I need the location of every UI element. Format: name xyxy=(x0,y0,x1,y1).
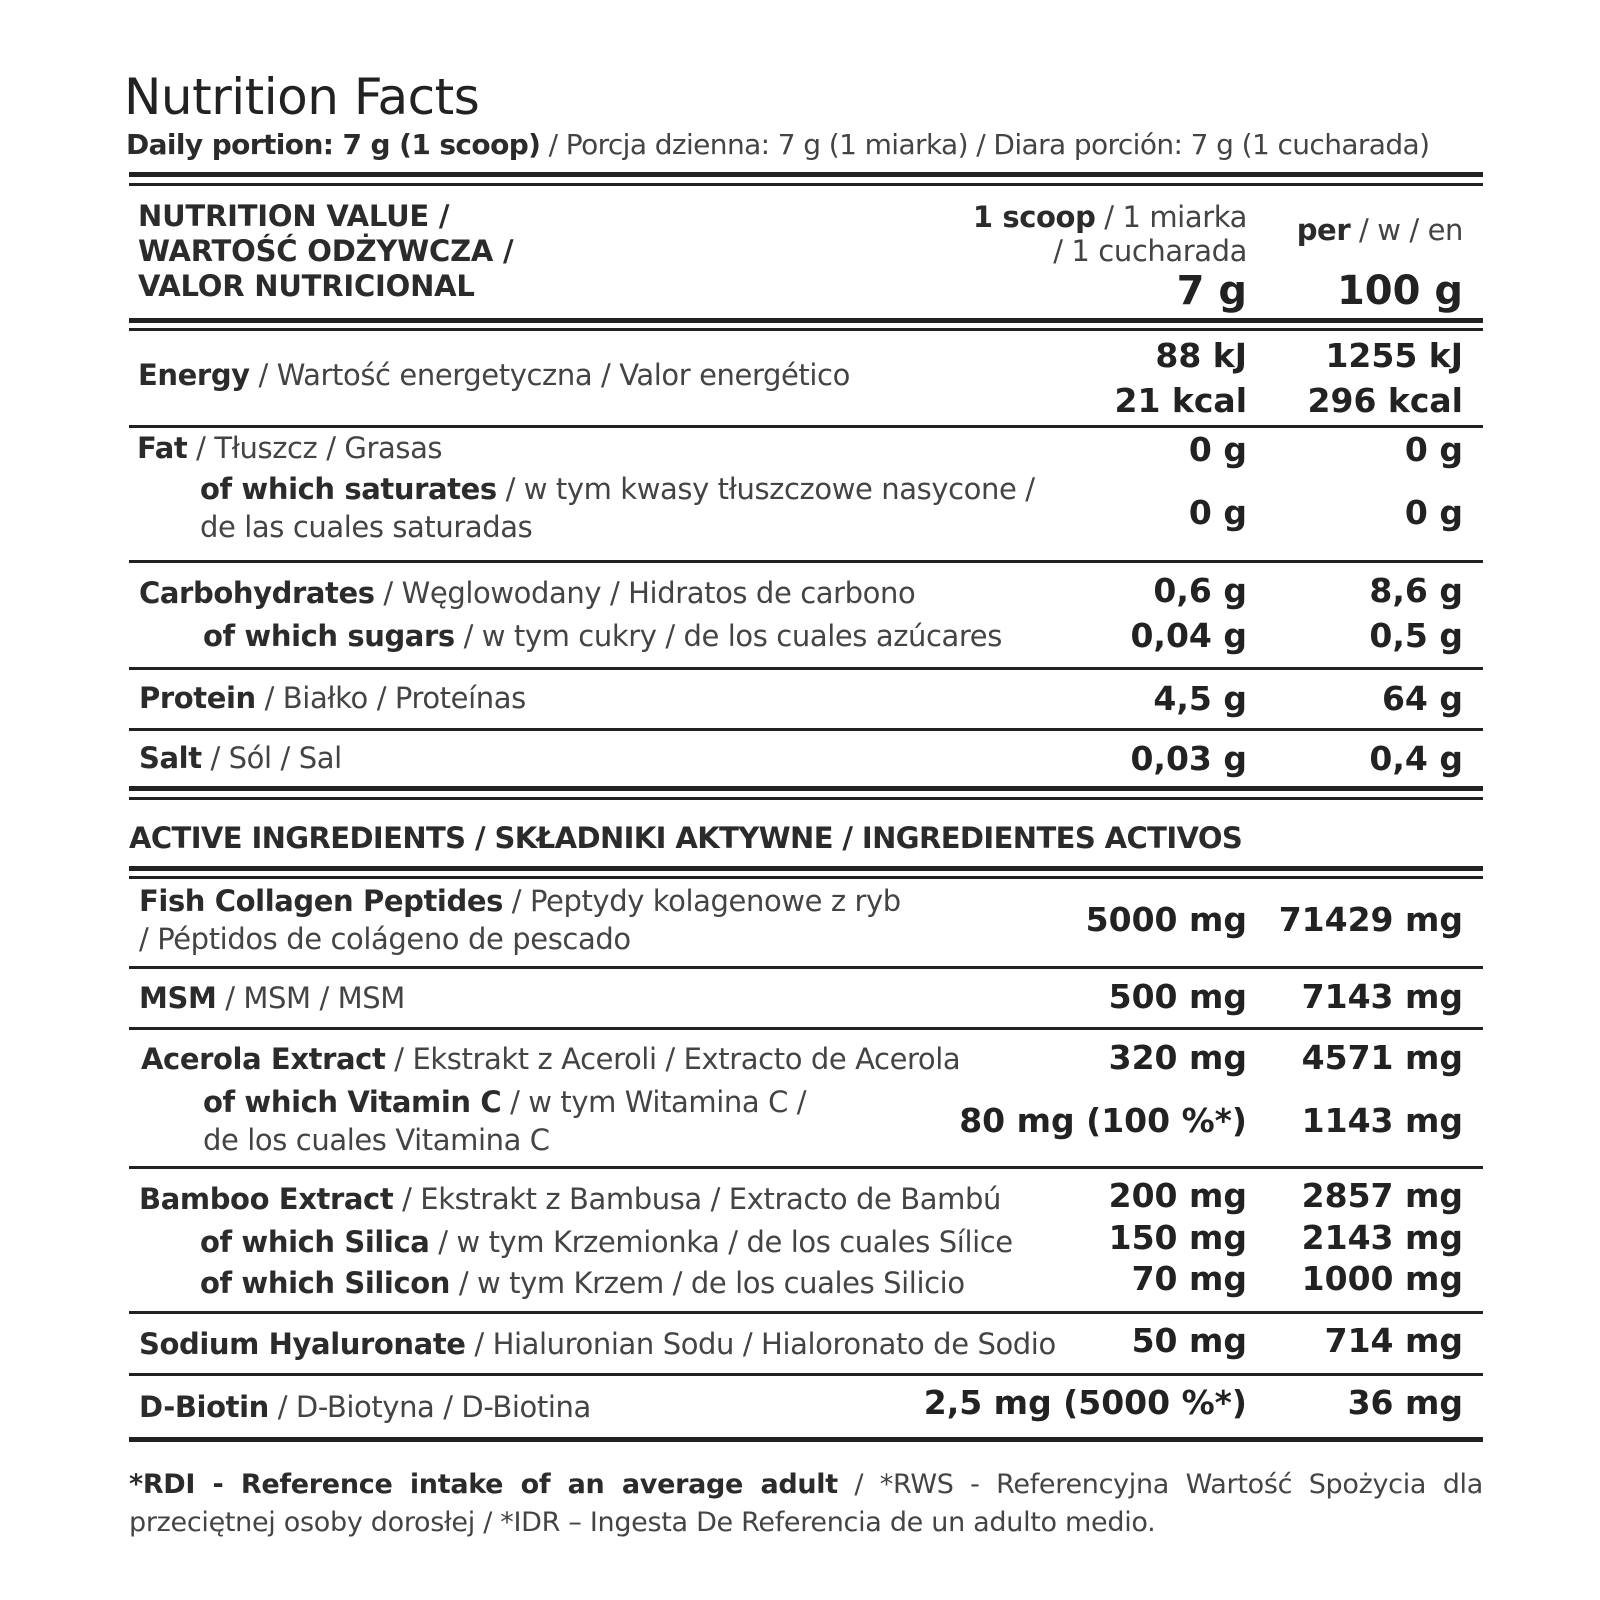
sugars-serving: 0,04 g xyxy=(1130,616,1247,655)
footnote xyxy=(129,1466,1483,1542)
acerola-label xyxy=(141,1042,960,1076)
vitamin-c-serving: 80 mg (100 %*) xyxy=(959,1101,1247,1140)
rule xyxy=(129,1166,1483,1169)
footnote-bold: *RDI - Reference intake of an average adult xyxy=(129,1469,838,1500)
msm-rest: / MSM / MSM xyxy=(216,981,405,1015)
energy-rest: / Wartość energetyczna / Valor energético xyxy=(249,358,850,392)
silicon-100g: 1000 mg xyxy=(1301,1259,1463,1298)
collagen-rest: / Peptydy kolagenowe z ryb xyxy=(502,884,901,918)
footnote-rest: / *RWS - Referencyjna Wartość Spożycia dla przeciętnej osoby dorosłej / *IDR – Ingesta De Referencia de un adulto medio. xyxy=(129,1469,1483,1538)
rule xyxy=(129,183,1483,186)
silicon-label xyxy=(200,1266,965,1300)
header-col1-bold: 1 scoop xyxy=(972,200,1096,234)
vitamin-c-100g: 1143 mg xyxy=(1301,1101,1463,1140)
rule xyxy=(129,425,1483,428)
rule xyxy=(129,966,1483,969)
collagen-label-line2: / Péptidos de colágeno de pescado xyxy=(139,922,631,956)
energy-kj-100g: 1255 kJ xyxy=(1325,336,1463,375)
header-col2-amount: 100 g xyxy=(1336,268,1463,314)
header-col1-line2: / 1 cucharada xyxy=(1053,234,1247,268)
acerola-bold: Acerola Extract xyxy=(141,1042,386,1076)
vitamin-c-label-line2: de los cuales Vitamina C xyxy=(203,1123,550,1157)
header-col2-line1 xyxy=(1297,213,1463,247)
carbs-label xyxy=(139,576,915,610)
bamboo-100g: 2857 mg xyxy=(1301,1176,1463,1215)
rule xyxy=(129,560,1483,563)
rule xyxy=(129,728,1483,731)
silica-serving: 150 mg xyxy=(1108,1218,1247,1257)
biotin-serving: 2,5 mg (5000 %*) xyxy=(923,1383,1247,1422)
biotin-label xyxy=(139,1390,591,1424)
carbs-rest: / Węglowodany / Hidratos de carbono xyxy=(374,576,916,610)
hyaluronate-serving: 50 mg xyxy=(1131,1321,1247,1360)
protein-rest: / Białko / Proteínas xyxy=(255,681,526,715)
acerola-serving: 320 mg xyxy=(1108,1038,1247,1077)
fat-100g: 0 g xyxy=(1404,430,1463,469)
header-col2-bold: per xyxy=(1296,213,1351,247)
saturates-label xyxy=(200,472,1035,506)
sugars-100g: 0,5 g xyxy=(1369,616,1463,655)
daily-portion-rest: / Porcja dzienna: 7 g (1 miarka) / Diara porción: 7 g (1 cucharada) xyxy=(540,128,1430,161)
header-col2-rest: / w / en xyxy=(1350,213,1463,247)
energy-kj-serving: 88 kJ xyxy=(1155,336,1247,375)
energy-bold: Energy xyxy=(138,358,250,392)
biotin-rest: / D-Biotyna / D-Biotina xyxy=(268,1390,591,1424)
rule xyxy=(129,1437,1483,1442)
msm-100g: 7143 mg xyxy=(1301,977,1463,1016)
vitamin-c-label xyxy=(203,1085,806,1119)
header-label-3: VALOR NUTRICIONAL xyxy=(138,269,475,303)
hyaluronate-100g: 714 mg xyxy=(1324,1321,1463,1360)
fat-bold: Fat xyxy=(137,431,188,465)
salt-serving: 0,03 g xyxy=(1130,739,1247,778)
rule xyxy=(129,328,1483,331)
salt-label xyxy=(139,741,342,775)
silicon-rest: / w tym Krzem / de los cuales Silicio xyxy=(450,1266,965,1300)
bamboo-rest: / Ekstrakt z Bambusa / Extracto de Bambú xyxy=(393,1182,1002,1216)
header-col1-rest: / 1 miarka xyxy=(1095,200,1247,234)
active-ingredients-heading: ACTIVE INGREDIENTS / SKŁADNIKI AKTYWNE / INGREDIENTES ACTIVOS xyxy=(129,821,1243,855)
rule xyxy=(129,172,1483,177)
bamboo-label xyxy=(139,1182,1001,1216)
rule xyxy=(129,797,1483,800)
header-col1-line1 xyxy=(973,200,1247,234)
bamboo-serving: 200 mg xyxy=(1108,1176,1247,1215)
carbs-bold: Carbohydrates xyxy=(139,576,375,610)
saturates-serving: 0 g xyxy=(1188,493,1247,532)
protein-100g: 64 g xyxy=(1381,679,1463,718)
carbs-100g: 8,6 g xyxy=(1369,571,1463,610)
salt-100g: 0,4 g xyxy=(1369,739,1463,778)
saturates-bold: of which saturates xyxy=(200,472,497,506)
fat-label xyxy=(137,431,442,465)
collagen-bold: Fish Collagen Peptides xyxy=(139,884,503,918)
energy-label xyxy=(138,358,850,392)
vitamin-c-rest: / w tym Witamina C / xyxy=(501,1085,807,1119)
collagen-serving: 5000 mg xyxy=(1085,900,1247,939)
rule xyxy=(129,786,1483,791)
silica-bold: of which Silica xyxy=(200,1225,430,1259)
biotin-100g: 36 mg xyxy=(1347,1383,1463,1422)
rule xyxy=(129,667,1483,670)
msm-bold: MSM xyxy=(139,981,217,1015)
biotin-bold: D-Biotin xyxy=(139,1390,269,1424)
page-title: Nutrition Facts xyxy=(124,68,480,126)
hyaluronate-bold: Sodium Hyaluronate xyxy=(139,1327,466,1361)
protein-label xyxy=(139,681,526,715)
fat-rest: / Tłuszcz / Grasas xyxy=(187,431,443,465)
protein-bold: Protein xyxy=(139,681,256,715)
collagen-label xyxy=(139,884,901,918)
silicon-bold: of which Silicon xyxy=(200,1266,451,1300)
saturates-label-line2: de las cuales saturadas xyxy=(200,510,533,544)
hyaluronate-rest: / Hialuronian Sodu / Hialoronato de Sodio xyxy=(465,1327,1056,1361)
sugars-label xyxy=(203,619,1002,653)
header-col1-amount: 7 g xyxy=(1176,268,1247,314)
rule xyxy=(129,1373,1483,1376)
silicon-serving: 70 mg xyxy=(1131,1259,1247,1298)
msm-serving: 500 mg xyxy=(1108,977,1247,1016)
rule xyxy=(129,318,1483,323)
header-label-2: WARTOŚĆ ODŻYWCZA / xyxy=(138,234,514,268)
collagen-100g: 71429 mg xyxy=(1278,900,1463,939)
rule xyxy=(129,1311,1483,1314)
rule xyxy=(129,866,1483,871)
daily-portion-bold: Daily portion: 7 g (1 scoop) xyxy=(126,128,541,161)
energy-kcal-100g: 296 kcal xyxy=(1307,381,1463,420)
bamboo-bold: Bamboo Extract xyxy=(139,1182,394,1216)
acerola-rest: / Ekstrakt z Aceroli / Extracto de Acerola xyxy=(385,1042,961,1076)
acerola-100g: 4571 mg xyxy=(1301,1038,1463,1077)
protein-serving: 4,5 g xyxy=(1153,679,1247,718)
saturates-rest: / w tym kwasy tłuszczowe nasycone / xyxy=(496,472,1035,506)
energy-kcal-serving: 21 kcal xyxy=(1114,381,1247,420)
sugars-rest: / w tym cukry / de los cuales azúcares xyxy=(454,619,1002,653)
silica-100g: 2143 mg xyxy=(1301,1218,1463,1257)
msm-label xyxy=(139,981,405,1015)
silica-rest: / w tym Krzemionka / de los cuales Sílice xyxy=(429,1225,1013,1259)
rule xyxy=(129,876,1483,879)
daily-portion xyxy=(126,128,1429,161)
salt-rest: / Sól / Sal xyxy=(201,741,342,775)
rule xyxy=(129,1027,1483,1030)
salt-bold: Salt xyxy=(139,741,202,775)
silica-label xyxy=(200,1225,1013,1259)
fat-serving: 0 g xyxy=(1188,430,1247,469)
carbs-serving: 0,6 g xyxy=(1153,571,1247,610)
saturates-100g: 0 g xyxy=(1404,493,1463,532)
header-label-1: NUTRITION VALUE / xyxy=(138,199,450,233)
hyaluronate-label xyxy=(139,1327,1056,1361)
vitamin-c-bold: of which Vitamin C xyxy=(203,1085,502,1119)
sugars-bold: of which sugars xyxy=(203,619,455,653)
